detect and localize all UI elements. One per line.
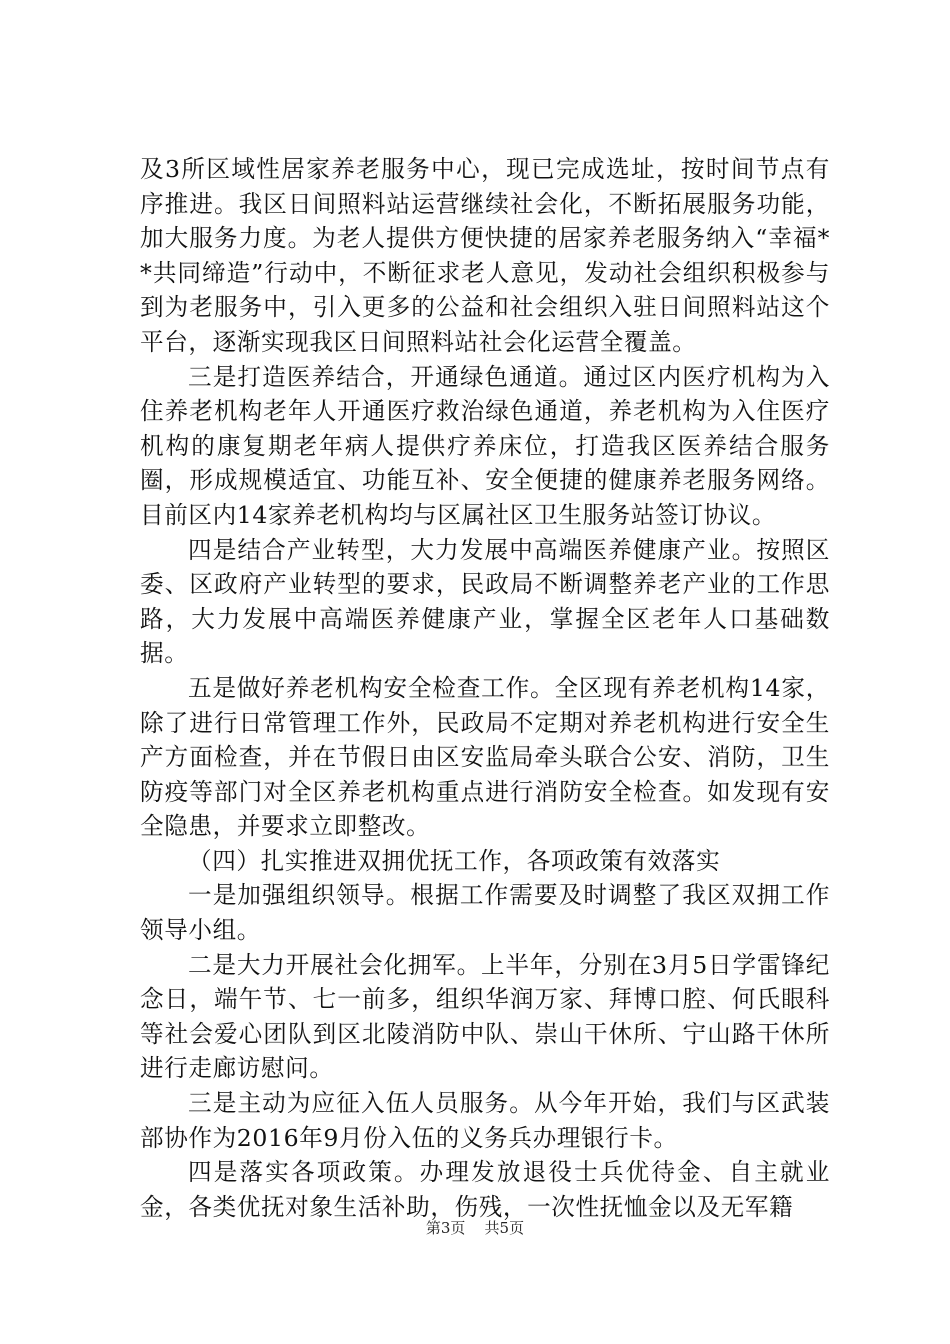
paragraph-1: 及3所区域性居家养老服务中心，现已完成选址，按时间节点有序推进。我区日间照料站运营继续社会化，不断拓展服务功能，加大服务力度。为老人提供方便快捷的居家养老服务纳入“幸福**共同缔造”行动中，不断征求老人意见，发动社会组织积极参与到为老服务中，引入更多的公益和社会组织入驻日间照料站这个平台，逐渐实现我区日间照料站社会化运营全覆盖。 xyxy=(140,155,830,356)
paragraph-5: 一是加强组织领导。根据工作需要及时调整了我区双拥工作领导小组。 xyxy=(140,881,830,945)
paragraph-4: 五是做好养老机构安全检查工作。全区现有养老机构14家，除了进行日常管理工作外，民政局不定期对养老机构进行安全生产方面检查，并在节假日由区安监局牵头联合公安、消防，卫生防疫等部门对全区养老机构重点进行消防安全检查。如发现有安全隐患，并要求立即整改。 xyxy=(140,673,830,841)
page-separator xyxy=(470,1219,480,1237)
paragraph-7: 三是主动为应征入伍人员服务。从今年开始，我们与区武装部协作为2016年9月份入伍的义务兵办理银行卡。 xyxy=(140,1089,830,1152)
page-number: 第3页 xyxy=(425,1219,466,1237)
paragraph-3: 四是结合产业转型，大力发展中高端医养健康产业。按照区委、区政府产业转型的要求，民政局不断调整养老产业的工作思路，大力发展中高端医养健康产业，掌握全区老年人口基础数据。 xyxy=(140,535,830,668)
section-heading: （四）扎实推进双拥优抚工作，各项政策有效落实 xyxy=(188,846,721,875)
document-body xyxy=(140,152,830,1224)
paragraph-6: 二是大力开展社会化拥军。上半年，分别在3月5日学雷锋纪念日，端午节、七一前多，组织华润万家、拜博口腔、何氏眼科等社会爱心团队到区北陵消防中队、崇山干休所、宁山路干休所进行走廊访慰问。 xyxy=(140,950,830,1083)
paragraph-2: 三是打造医养结合，开通绿色通道。通过区内医疗机构为入住养老机构老年人开通医疗救治绿色通道，养老机构为入住医疗机构的康复期老年病人提供疗养床位，打造我区医养结合服务圈，形成规模适宜、功能互补、安全便捷的健康养老服务网络。目前区内14家养老机构均与区属社区卫生服务站签订协议。 xyxy=(140,362,830,529)
page-total: 共5页 xyxy=(484,1219,525,1237)
page-footer xyxy=(0,1218,950,1238)
paragraph-8: 四是落实各项政策。办理发放退役士兵优待金、自主就业金，各类优抚对象生活补助，伤残，一次性抚恤金以及无军籍 xyxy=(140,1158,830,1221)
